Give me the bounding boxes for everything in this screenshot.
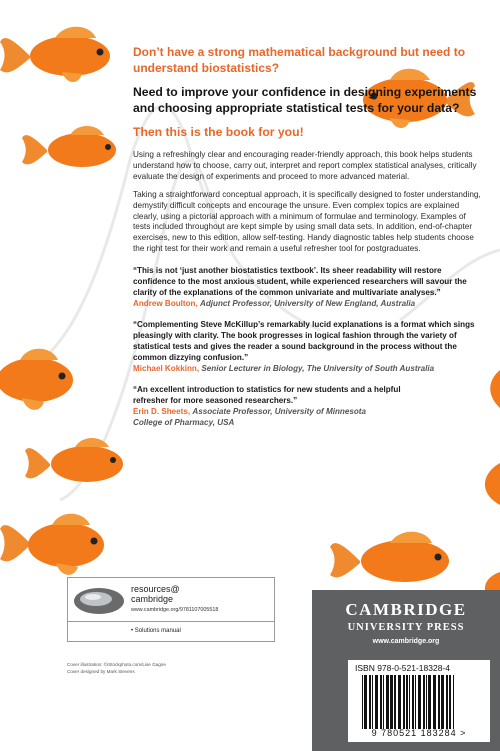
reviewer-role: Senior Lecturer in Biology, The University of South Australia	[201, 363, 435, 373]
goldfish-image	[0, 340, 80, 415]
reviewer-role: Associate Professor, University of Minnesota College of Pharmacy, USA	[133, 406, 366, 427]
barcode-bar	[390, 675, 393, 729]
barcode-bar	[415, 675, 416, 729]
description-paragraph: Using a refreshingly clear and encouraging reader-friendly approach, this book helps students understand how to choose, carry out, interpret and report complex statistical analyses, critically evaluate the design of experiments and proceed to more advanced material.	[133, 150, 477, 181]
barcode-bar	[433, 675, 436, 729]
goldfish-image	[470, 455, 500, 510]
isbn-number: ISBN 978-0-521-18328-4	[355, 663, 450, 673]
barcode-bar	[412, 675, 414, 729]
publisher-press: UNIVERSITY PRESS	[347, 622, 465, 633]
barcode-bar	[398, 675, 401, 729]
blurb-column	[133, 44, 483, 429]
barcode-bar	[386, 675, 389, 729]
barcode-bar	[406, 675, 408, 729]
barcode-bar	[423, 675, 425, 729]
goldfish-image	[330, 525, 460, 595]
headline-question-2: Need to improve your confidence in designing experiments and choosing appropriate statistical tests for your data?	[133, 85, 477, 115]
barcode-bar	[426, 675, 427, 729]
description-paragraph: Taking a straightforward conceptual approach, it is specifically designed to foster understanding, demystify difficult concepts and encourage the unsure. Even complex topics are explained clearly, using a pictorial approach with a minimum of formulae and terminology. Examples of tests included throughout are kept simple by using small data sets. In addition, end-of-chapter exercises, new to this edition, allow self-testing. Handy diagnostic tables help students choose the right test for their work and remain a useful refresher tool for postgraduates.	[133, 189, 481, 254]
resources-url[interactable]: www.cambridge.org/9781107005518	[131, 607, 219, 613]
barcode-digits: 9 780521 183284 >	[371, 728, 467, 738]
barcode-bar	[362, 675, 363, 729]
divider	[68, 621, 274, 622]
barcode-bar	[446, 675, 448, 729]
barcode-bar	[428, 675, 431, 729]
barcode-bar	[364, 675, 367, 729]
reviewer-role: Adjunct Professor, University of New England, Australia	[200, 298, 416, 308]
review-attribution	[133, 299, 483, 310]
resources-logo-icon	[73, 586, 125, 616]
resources-box	[67, 577, 275, 642]
barcode	[348, 660, 490, 742]
review-quote: “This is not ‘just another biostatistics textbook’. Its sheer readability will restore confidence to the most anxious student, while experienced researchers will savour the clarity of the explanations of the common univariate and multivariate analyses.”	[133, 266, 467, 297]
headline-question-1: Don’t have a strong mathematical background but need to understand biostatistics?	[133, 45, 466, 75]
headline-tagline: Then this is the book for you!	[133, 125, 304, 139]
reviewer-name: Andrew Boulton,	[133, 298, 198, 308]
barcode-bar	[409, 675, 410, 729]
reviewer-name: Michael Kokkinn,	[133, 363, 200, 373]
review-attribution	[133, 407, 393, 429]
barcode-bar	[383, 675, 384, 729]
review-quote: “An excellent introduction to statistics for new students and a helpful refresher for more seasoned researchers.”	[133, 385, 401, 406]
resources-item: • Solutions manual	[131, 628, 181, 634]
barcode-bar	[438, 675, 440, 729]
goldfish-image	[22, 120, 127, 180]
review-attribution	[133, 364, 483, 375]
barcode-bar	[372, 675, 373, 729]
barcode-bar	[380, 675, 382, 729]
barcode-bars	[362, 675, 482, 729]
barcode-bar	[441, 675, 444, 729]
barcode-bar	[453, 675, 454, 729]
barcode-bar	[394, 675, 396, 729]
publisher-name: CAMBRIDGE	[345, 600, 467, 619]
goldfish-image	[0, 20, 125, 88]
cover-credits: Cover illustration: ©iStockphoto.com/Lise Gagne Cover designed by Mark Stevens	[67, 662, 166, 674]
publisher-url[interactable]: www.cambridge.org	[372, 638, 440, 645]
barcode-bar	[449, 675, 451, 729]
goldfish-image	[25, 432, 130, 494]
barcode-bar	[418, 675, 421, 729]
resources-title: resources@ cambridge	[131, 584, 180, 604]
barcode-bar	[369, 675, 371, 729]
barcode-bar	[403, 675, 405, 729]
reviewer-name: Erin D. Sheets,	[133, 406, 191, 416]
barcode-bar	[375, 675, 378, 729]
goldfish-image	[0, 505, 108, 580]
review-quote: “Complementing Steve McKillup’s remarkably lucid explanations is a format which sings pleasingly with clarity. The book progresses in logical fashion through the variety of statistical tests and gives the reader a sound background in the process without the common dizzying confusion.”	[133, 320, 475, 362]
